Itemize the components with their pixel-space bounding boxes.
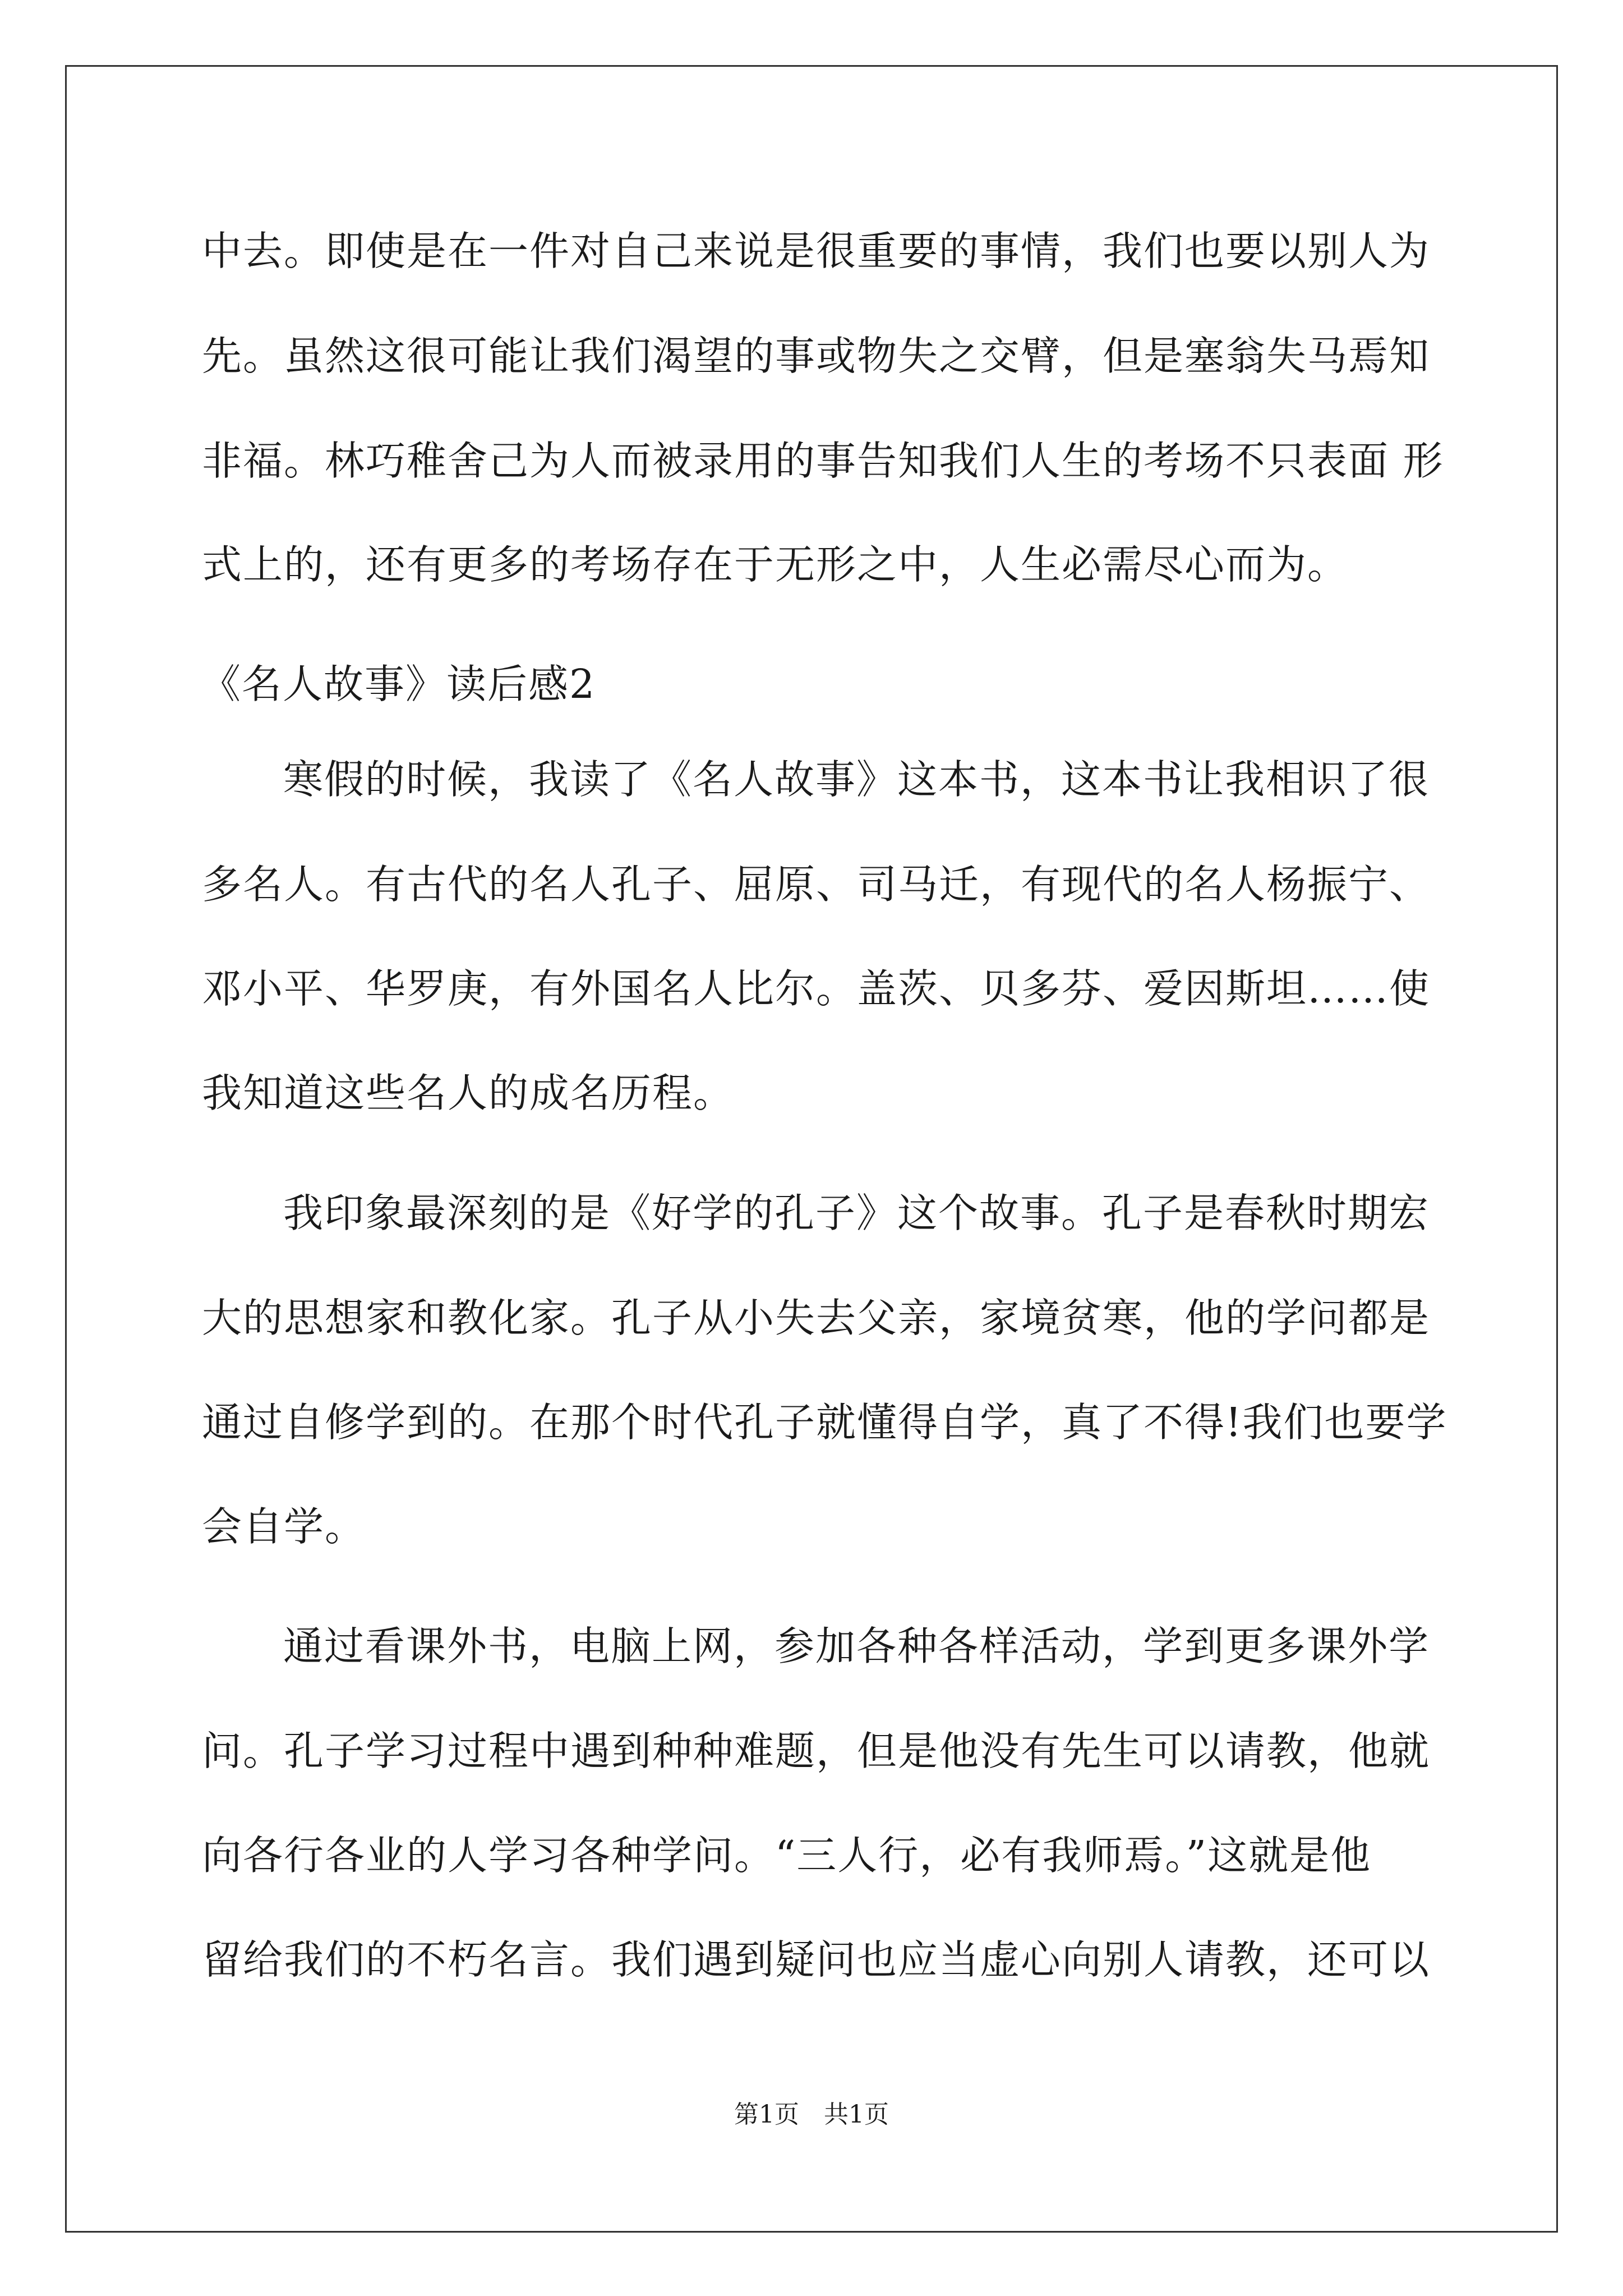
- paragraph-line: 大的思想家和教化家。孔子从小失去父亲，家境贫寒，他的学问都是: [202, 1295, 1431, 1341]
- paragraph-line: 寒假的时候，我读了《名人故事》这本书，这本书让我相识了很: [283, 756, 1430, 803]
- section-heading: 《名人故事》读后感2: [201, 661, 596, 707]
- paragraph-line: 非福。林巧稚舍己为人而被录用的事告知我们人生的考场不只表面 形: [202, 438, 1444, 484]
- paragraph-line: 问。孔子学习过程中遇到种种难题，但是他没有先生可以请教，他就: [202, 1728, 1431, 1774]
- page-border: [65, 65, 1558, 2233]
- paragraph-line: 会自学。: [202, 1503, 366, 1550]
- paragraph-line: 多名人。有古代的名人孔子、屈原、司马迁，有现代的名人杨振宁、: [202, 861, 1431, 908]
- page-footer: 第1页 共1页: [734, 2100, 889, 2129]
- paragraph-line: 我印象最深刻的是《好学的孔子》这个故事。孔子是春秋时期宏: [283, 1190, 1430, 1236]
- paragraph-line: 中去。即使是在一件对自己来说是很重要的事情，我们也要以别人为: [202, 228, 1431, 274]
- paragraph-line: 邓小平、华罗庚，有外国名人比尔。盖茨、贝多芬、爱因斯坦……使: [202, 965, 1431, 1012]
- paragraph-line: 通过看课外书，电脑上网，参加各种各样活动，学到更多课外学: [283, 1623, 1430, 1669]
- paragraph-line: 通过自修学到的。在那个时代孔子就懂得自学，真了不得!我们也要学: [202, 1399, 1447, 1446]
- paragraph-line: 我知道这些名人的成名历程。: [202, 1070, 735, 1116]
- paragraph-line: 留给我们的不朽名言。我们遇到疑问也应当虚心向别人请教，还可以: [202, 1936, 1431, 1983]
- paragraph-line: 式上的，还有更多的考场存在于无形之中，人生必需尽心而为。: [202, 541, 1349, 588]
- paragraph-line: 向各行各业的人学习各种学问。“三人行，必有我师焉。”这就是他: [202, 1832, 1372, 1879]
- paragraph-line: 先。虽然这很可能让我们渴望的事或物失之交臂，但是塞翁失马焉知: [202, 333, 1431, 379]
